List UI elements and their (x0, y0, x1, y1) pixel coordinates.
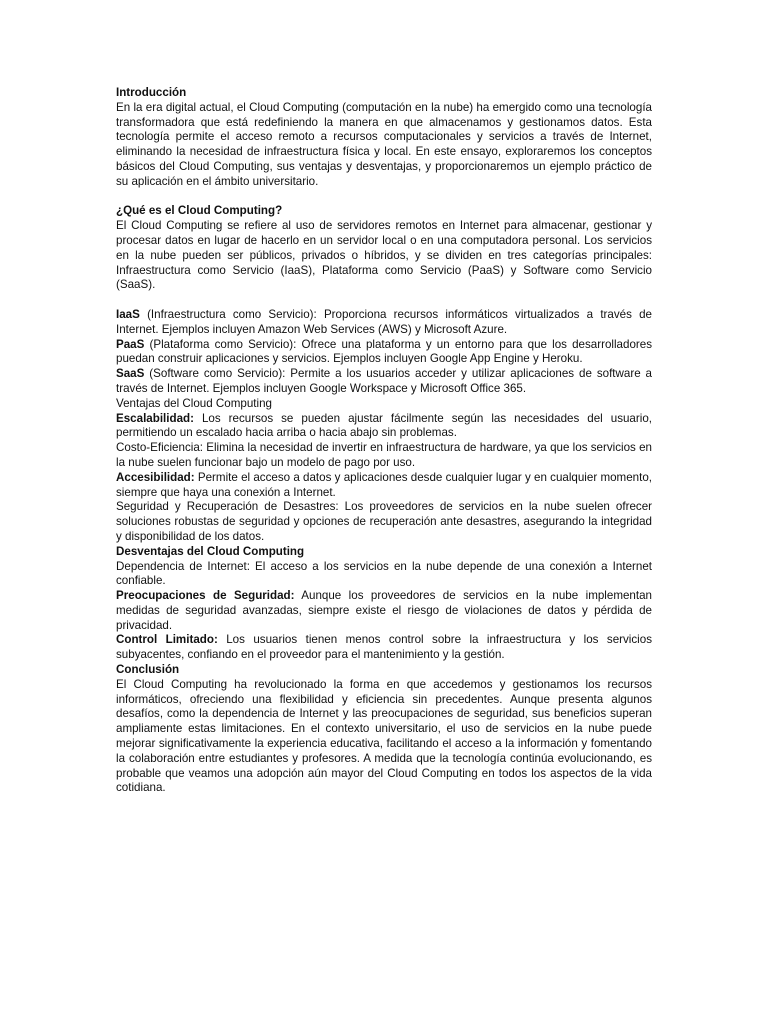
spacer (116, 190, 652, 205)
conclusion-heading: Conclusión (116, 663, 180, 677)
disadvantage-dependency: Dependencia de Internet: El acceso a los servicios en la nube depende de una conexión a Internet confiable. (116, 559, 652, 588)
conclusion-paragraph: El Cloud Computing ha revolucionado la forma en que accedemos y gestionamos los recursos informáticos, ofreciendo una flexibilidad y eficiencia sin precedentes. Aunque presenta algunos desafíos, como la dependencia de Internet y las preocupaciones de seguridad, sus beneficios superan ampliamente estas limitaciones. En el contexto universitario, el uso de servicios en la nube puede mejorar significativamente la experiencia educativa, facilitando el acceso a la información y fomentando la colaboración entre estudiantes y profesores. A medida que la tecnología continúa evolucionando, es probable que veamos una adopción aún mayor del Cloud Computing en todos los aspectos de la vida cotidiana. (116, 677, 652, 795)
model-saas (116, 367, 652, 397)
advantage-cost: Costo-Eficiencia: Elimina la necesidad de invertir en infraestructura de hardware, ya que los servicios en la nube suelen funcionar bajo un modelo de pago por uso. (116, 441, 652, 469)
model-term: PaaS (116, 337, 145, 351)
spacer (116, 293, 652, 308)
intro-paragraph: En la era digital actual, el Cloud Computing (computación en la nube) ha emergido como una tecnología transformadora que está redefiniendo la manera en que almacenamos y gestionamos datos. Esta tecnología permite el acceso remoto a recursos computacionales y servicios a través de Internet, eliminando la necesidad de infraestructura física y local. En este ensayo, exploraremos los conceptos básicos del Cloud Computing, sus ventajas y desventajas, y proporcionaremos un ejemplo práctico de su aplicación en el ámbito universitario. (116, 100, 652, 188)
model-text: (Software como Servicio): Permite a los usuarios acceder y utilizar aplicaciones de software a través de Internet. Ejemplos incluyen Google Workspace y Microsoft Office 365. (116, 367, 652, 395)
disadvantage-text: Los usuarios tienen menos control sobre la infraestructura y los servicios subyacentes, confiando en el proveedor para el mantenimiento y la gestión. (116, 633, 652, 662)
model-text: (Plataforma como Servicio): Ofrece una plataforma y un entorno para que los desarrolladores puedan construir aplicaciones y servicios. Ejemplos incluyen Google App Engine y Heroku. (116, 337, 652, 366)
disadvantage-control (116, 633, 652, 663)
disadvantage-term: Preocupaciones de Seguridad: (116, 589, 295, 603)
advantage-term: Accesibilidad: (116, 470, 195, 484)
intro-heading: Introducción (116, 86, 187, 99)
advantage-security: Seguridad y Recuperación de Desastres: Los proveedores de servicios en la nube suelen ofrecer soluciones robustas de seguridad y opciones de recuperación ante desastres, asegurando la integridad y disponibilidad de los datos. (116, 500, 652, 543)
disadvantage-security (116, 589, 652, 633)
what-paragraph: El Cloud Computing se refiere al uso de servidores remotos en Internet para almacenar, gestionar y procesar datos en lugar de hacerlo en un servidor local o en una computadora personal. Los servicios en la nube pueden ser públicos, privados o híbridos, y se dividen en tres categorías principales: Infraestructura como Servicio (IaaS), Plataforma como Servicio (PaaS) y Software como Servicio (SaaS). (116, 219, 652, 292)
disadvantage-text: Aunque los proveedores de servicios en la nube implementan medidas de seguridad avanzadas, siempre existe el riesgo de violaciones de datos y pérdida de privacidad. (116, 589, 652, 632)
advantage-term: Escalabilidad: (116, 411, 194, 425)
model-term: SaaS (116, 367, 145, 381)
advantage-text: Los recursos se pueden ajustar fácilmente según las necesidades del usuario, permitiendo un escalado hacia arriba o hacia abajo sin problemas. (116, 411, 652, 440)
model-iaas (116, 308, 652, 338)
model-paas (116, 338, 652, 368)
disadvantages-heading: Desventajas del Cloud Computing (116, 544, 305, 558)
what-heading: ¿Qué es el Cloud Computing? (116, 204, 283, 218)
advantage-accessibility (116, 471, 652, 501)
model-text: (Infraestructura como Servicio): Proporciona recursos informáticos virtualizados a través de Internet. Ejemplos incluyen Amazon Web Services (AWS) y Microsoft Azure. (116, 307, 652, 336)
disadvantage-term: Control Limitado: (116, 633, 218, 647)
advantages-heading: Ventajas del Cloud Computing (116, 396, 272, 410)
model-term: IaaS (116, 307, 140, 321)
advantage-text: Permite el acceso a datos y aplicaciones desde cualquier lugar y en cualquier momento, siempre que haya una conexión a Internet. (116, 470, 652, 499)
advantage-scalability (116, 412, 652, 442)
